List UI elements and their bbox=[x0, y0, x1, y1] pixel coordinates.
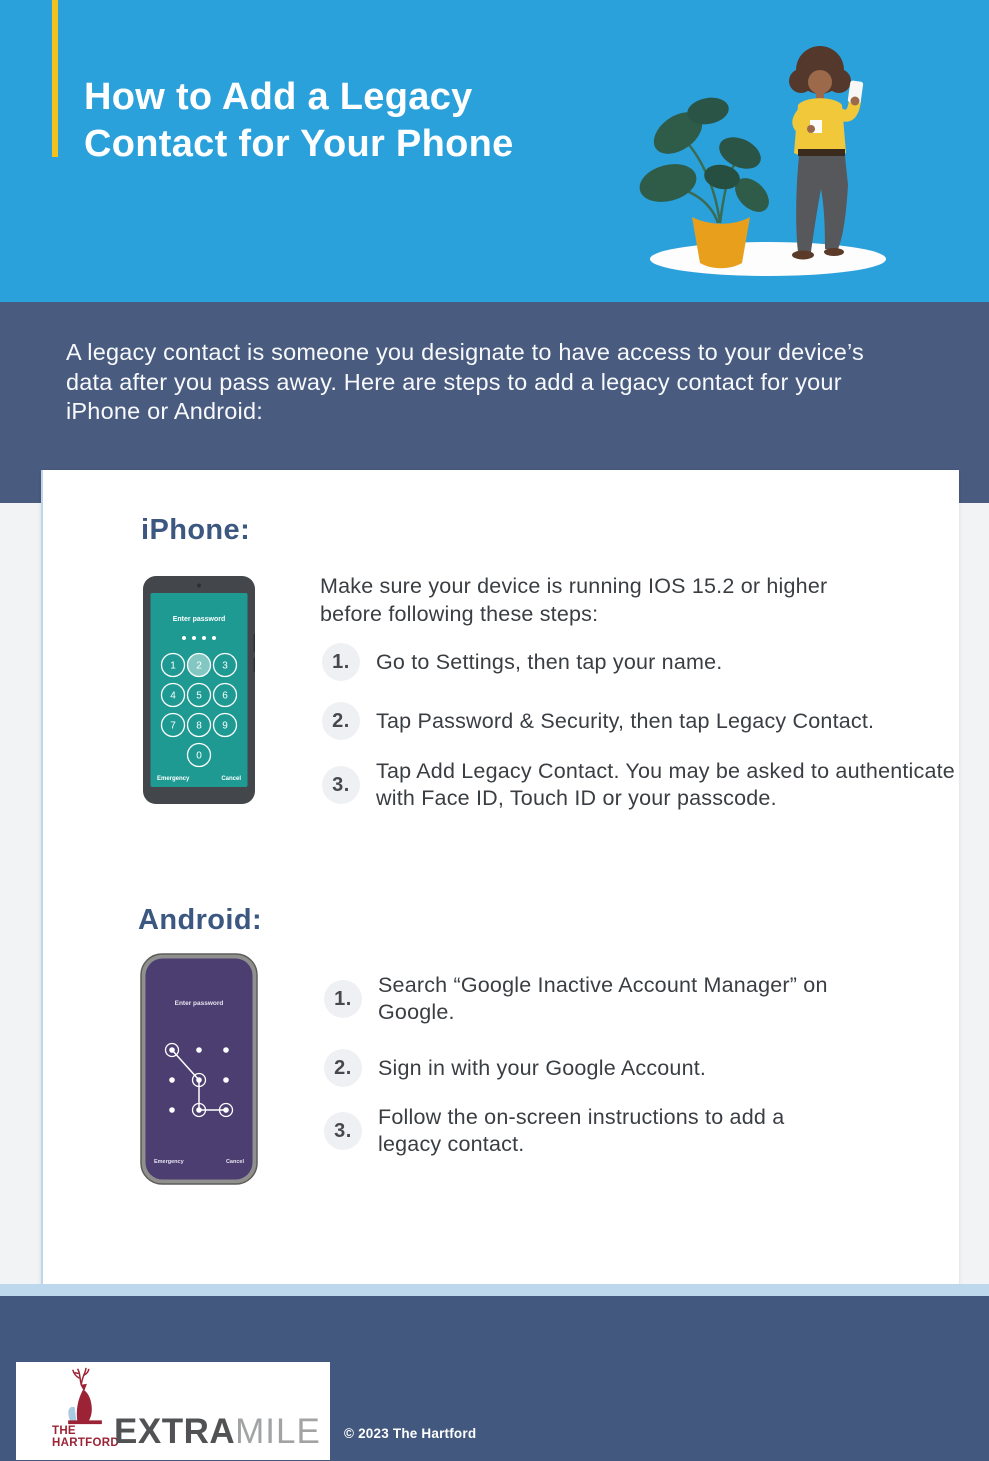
iphone-screen-prompt: Enter password bbox=[172, 616, 226, 623]
step-text: Search “Google Inactive Account Manager” on Google. bbox=[378, 973, 828, 1024]
brand-the: THE bbox=[52, 1425, 76, 1437]
step-text: Tap Password & Security, then tap Legacy Contact. bbox=[376, 708, 875, 733]
android-cancel-label: Cancel bbox=[225, 1159, 244, 1165]
android-step-3 bbox=[324, 1104, 848, 1158]
iphone-lock-screen-illustration bbox=[143, 576, 255, 804]
copyright-text: © 2023 The Hartford bbox=[344, 1426, 477, 1441]
svg-text:2: 2 bbox=[196, 660, 202, 672]
extramile-wordmark bbox=[114, 1412, 321, 1452]
hartford-stag-icon bbox=[56, 1366, 114, 1426]
page-title: How to Add a Legacy Contact for Your Phone bbox=[84, 76, 514, 165]
svg-text:1: 1 bbox=[170, 660, 176, 672]
accent-bar bbox=[52, 0, 58, 157]
svg-text:5: 5 bbox=[196, 690, 202, 702]
intro-text: A legacy contact is someone you designate to have access to your device’s data after you pass away. Here are steps to add a legacy contact for your iPhone or Android: bbox=[66, 339, 864, 424]
iphone-heading: iPhone: bbox=[141, 514, 251, 546]
content-card bbox=[41, 470, 959, 1285]
svg-text:3: 3 bbox=[222, 660, 228, 672]
android-pattern-screen-illustration bbox=[140, 953, 258, 1185]
step-number-badge: 3. bbox=[324, 1112, 362, 1150]
iphone-step-1 bbox=[322, 643, 976, 681]
the-hartford-wordmark bbox=[52, 1425, 119, 1449]
brand-mile: MILE bbox=[235, 1412, 321, 1451]
svg-text:7: 7 bbox=[170, 720, 176, 732]
step-number-badge: 1. bbox=[324, 980, 362, 1018]
iphone-cancel-label: Cancel bbox=[221, 776, 241, 782]
step-text: Follow the on-screen instructions to add a legacy contact. bbox=[378, 1105, 785, 1156]
iphone-step-3 bbox=[322, 758, 961, 812]
android-heading: Android: bbox=[138, 904, 263, 936]
step-number-badge: 2. bbox=[322, 702, 360, 740]
step-number-badge: 3. bbox=[322, 766, 360, 804]
brand-hartford: HARTFORD bbox=[52, 1437, 119, 1449]
person-with-phone-illustration bbox=[630, 25, 900, 280]
hartford-extramile-logo bbox=[16, 1362, 330, 1460]
svg-text:8: 8 bbox=[196, 720, 202, 732]
footer-accent-strip bbox=[0, 1284, 989, 1296]
hero-header bbox=[0, 0, 989, 302]
svg-text:6: 6 bbox=[222, 690, 228, 702]
iphone-emergency-label: Emergency bbox=[157, 776, 190, 782]
android-emergency-label: Emergency bbox=[154, 1159, 184, 1165]
footer bbox=[0, 1296, 989, 1461]
svg-text:0: 0 bbox=[196, 750, 202, 762]
step-text: Sign in with your Google Account. bbox=[378, 1055, 707, 1080]
svg-text:4: 4 bbox=[170, 690, 176, 702]
step-text: Go to Settings, then tap your name. bbox=[376, 649, 723, 674]
brand-extra: EXTRA bbox=[114, 1412, 236, 1451]
svg-text:9: 9 bbox=[222, 720, 228, 732]
android-screen-prompt: Enter password bbox=[174, 1000, 224, 1007]
iphone-step-2 bbox=[322, 702, 976, 740]
step-number-badge: 1. bbox=[322, 643, 360, 681]
iphone-intro-text: Make sure your device is running IOS 15.2 or higher before following these steps: bbox=[320, 574, 828, 626]
step-text: Tap Add Legacy Contact. You may be asked to authenticate with Face ID, Touch ID or your passcode. bbox=[376, 759, 955, 810]
step-number-badge: 2. bbox=[324, 1049, 362, 1087]
android-step-1 bbox=[324, 972, 843, 1026]
android-step-2 bbox=[324, 1049, 938, 1087]
